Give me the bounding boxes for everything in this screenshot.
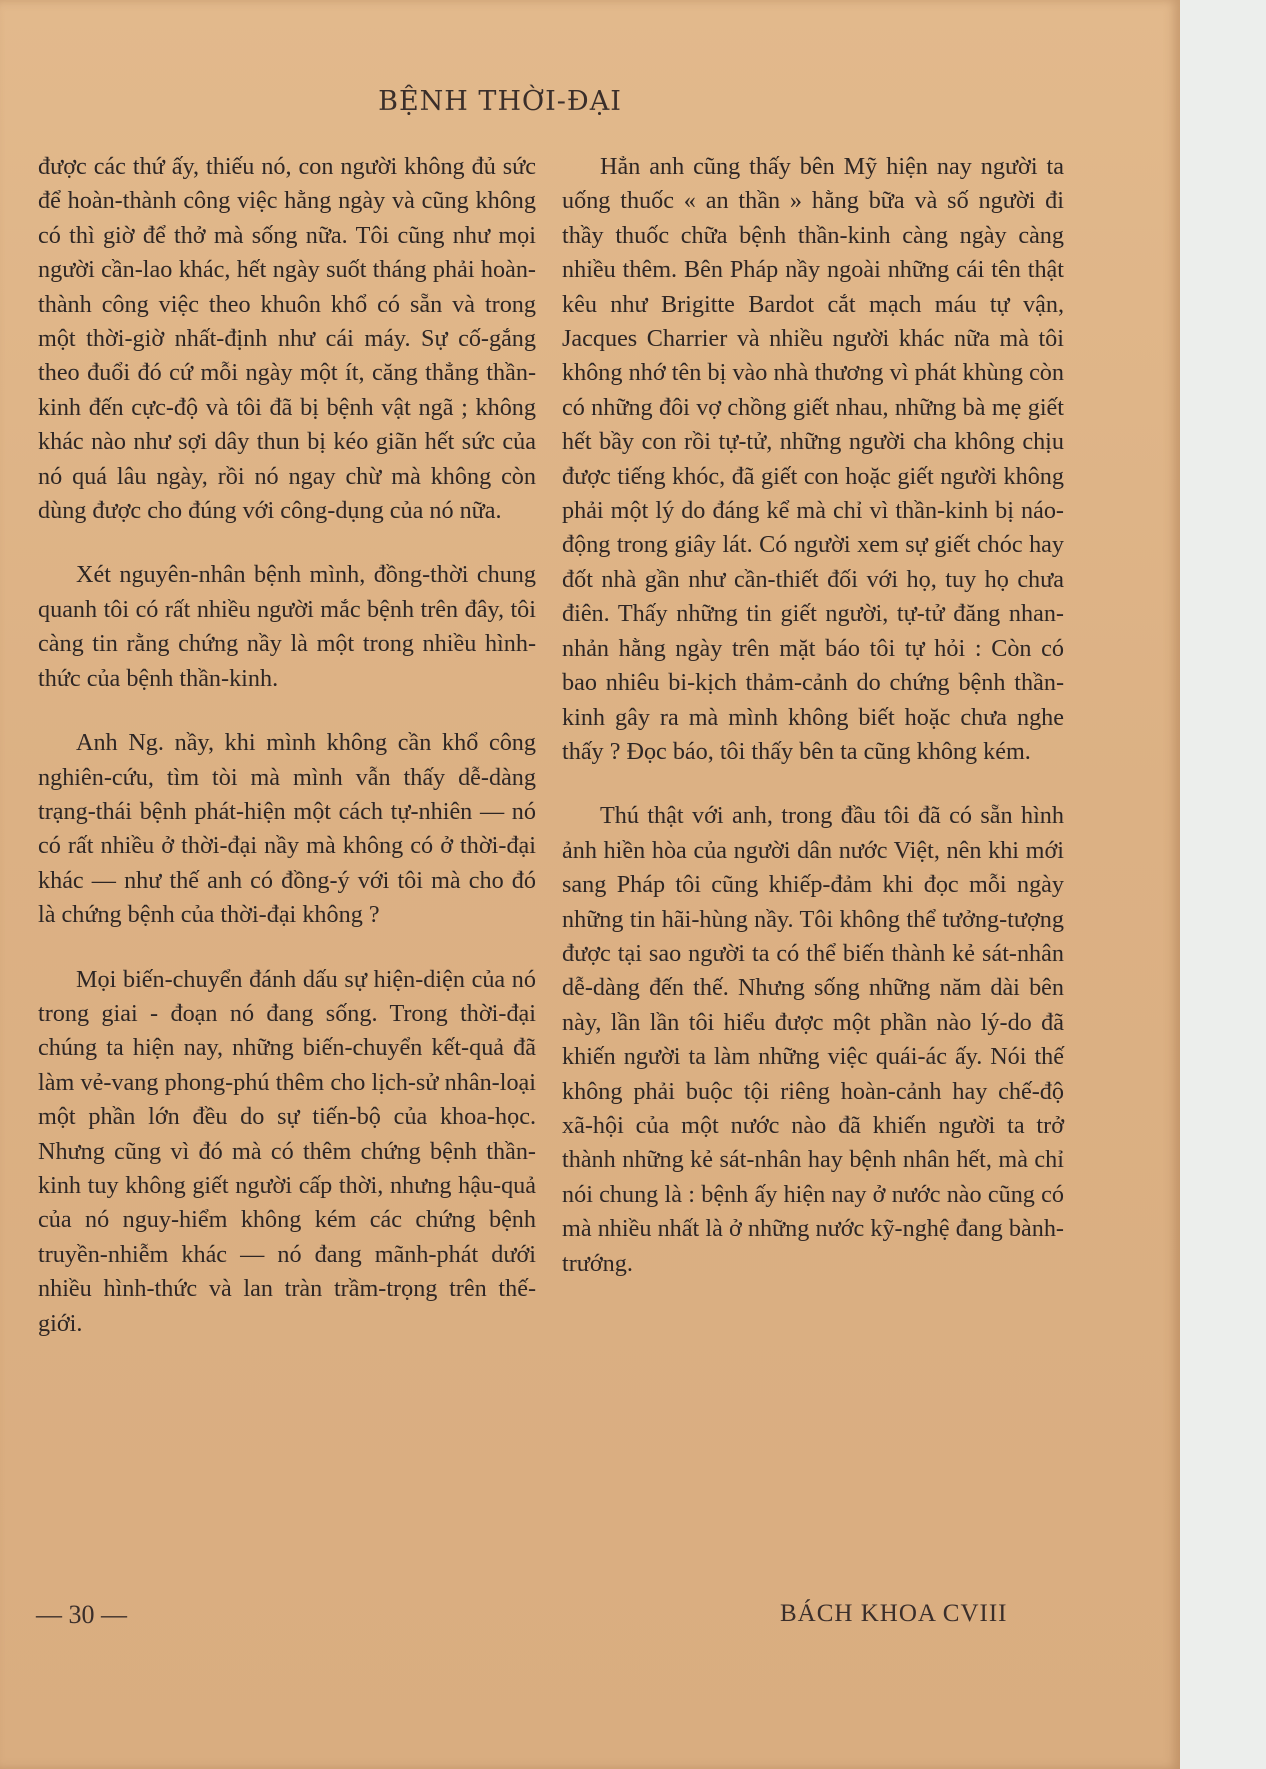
journal-footer: BÁCH KHOA CVIII [780,1600,1008,1627]
paragraph: Hẳn anh cũng thấy bên Mỹ hiện nay người ta uống thuốc « an thần » hằng bữa và số người đi thầy thuốc chữa bệnh thần-kinh càng ngày càng nhiều thêm. Bên Pháp nầy ngoài những cái tên thật kêu như Brigitte Bardot cắt mạch máu tự vận, Jacques Charrier và nhiều người khác nữa mà tôi không nhớ tên bị vào nhà thương vì phát khùng còn có những đôi vợ chồng giết nhau, những bà mẹ giết hết bầy con rồi tự-tử, những người cha không chịu được tiếng khóc, đã giết con hoặc giết người không phải một lý do đáng kể mà chỉ vì thần-kinh bị náo-động trong giây lát. Có người xem sự giết chóc hay đốt nhà gần như cần-thiết đối với họ, tuy họ chưa điên. Thấy những tin giết người, tự-tử đăng nhan-nhản hằng ngày trên mặt báo tôi tự hỏi : Còn có bao nhiêu bi-kịch thảm-cảnh do chứng bệnh thần-kinh gây ra mà mình không biết hoặc chưa nghe thấy ? Đọc báo, tôi thấy bên ta cũng không kém. [562,153,1064,765]
running-header: BỆNH THỜI-ĐẠI [378,86,622,117]
page-number: — 30 — [36,1600,127,1629]
left-column [38,150,536,1371]
paragraph: được các thứ ấy, thiếu nó, con người không đủ sức để hoàn-thành công việc hằng ngày và cũng không có thì giờ để thở mà sống nữa. Tôi cũng như mọi người cần-lao khác, hết ngày suốt tháng phải hoàn-thành công việc theo khuôn khổ có sẵn và trong một thời-giờ nhất-định như cái máy. Sự cố-gắng theo đuổi đó cứ mỗi ngày một ít, căng thẳng thần-kinh đến cực-độ và tôi đã bị bệnh vật ngã ; không khác nào như sợi dây thun bị kéo giãn hết sức của nó quá lâu ngày, rồi nó ngay chừ mà không còn dùng được cho đúng với công-dụng của nó nữa. [38,153,536,525]
paragraph: Mọi biến-chuyển đánh dấu sự hiện-diện của nó trong giai - đoạn nó đang sống. Trong thời-đại chúng ta hiện nay, những biến-chuyển kết-quả đã làm vẻ-vang phong-phú thêm cho lịch-sử nhân-loại một phần lớn đều do sự tiến-bộ của khoa-học. Nhưng cũng vì đó mà có thêm chứng bệnh thần-kinh tuy không giết người cấp thời, nhưng hậu-quả của nó nguy-hiểm không kém các chứng bệnh truyền-nhiễm khác — nó đang mãnh-phát dưới nhiều hình-thức và lan tràn trầm-trọng trên thế-giới. [38,965,536,1337]
scan-margin [1180,0,1266,1769]
paragraph: Thú thật với anh, trong đầu tôi đã có sẵn hình ảnh hiền hòa của người dân nước Việt, nên khi mới sang Pháp tôi cũng khiếp-đảm khi đọc mỗi ngày những tin hãi-hùng nầy. Tôi không thể tưởng-tượng được tại sao người ta có thể biến thành kẻ sát-nhân dễ-dàng đến thế. Nhưng sống những năm dài bên này, lần lần tôi hiểu được một phần nào lý-do đã khiến người ta làm những việc quái-ác ấy. Nói thế không phải buộc tội riêng hoàn-cảnh hay chế-độ xã-hội của một nước nào đã khiến người ta trở thành những kẻ sát-nhân hay bệnh nhân hết, mà chỉ nói chung là : bệnh ấy hiện nay ở nước nào cũng có mà nhiều nhất là ở những nước kỹ-nghệ đang bành-trướng. [562,802,1064,1277]
paragraph: Xét nguyên-nhân bệnh mình, đồng-thời chung quanh tôi có rất nhiều người mắc bệnh trên đây, tôi càng tin rằng chứng nầy là một trong nhiều hình-thức của bệnh thần-kinh. [38,561,536,692]
paragraph: Anh Ng. nầy, khi mình không cần khổ công nghiên-cứu, tìm tòi mà mình vẫn thấy dễ-dàng trạng-thái bệnh phát-hiện một cách tự-nhiên — nó có rất nhiều ở thời-đại nầy mà không có ở thời-đại khác — như thế anh có đồng-ý với tôi mà cho đó là chứng bệnh của thời-đại không ? [38,729,536,929]
right-column [562,150,1064,1311]
